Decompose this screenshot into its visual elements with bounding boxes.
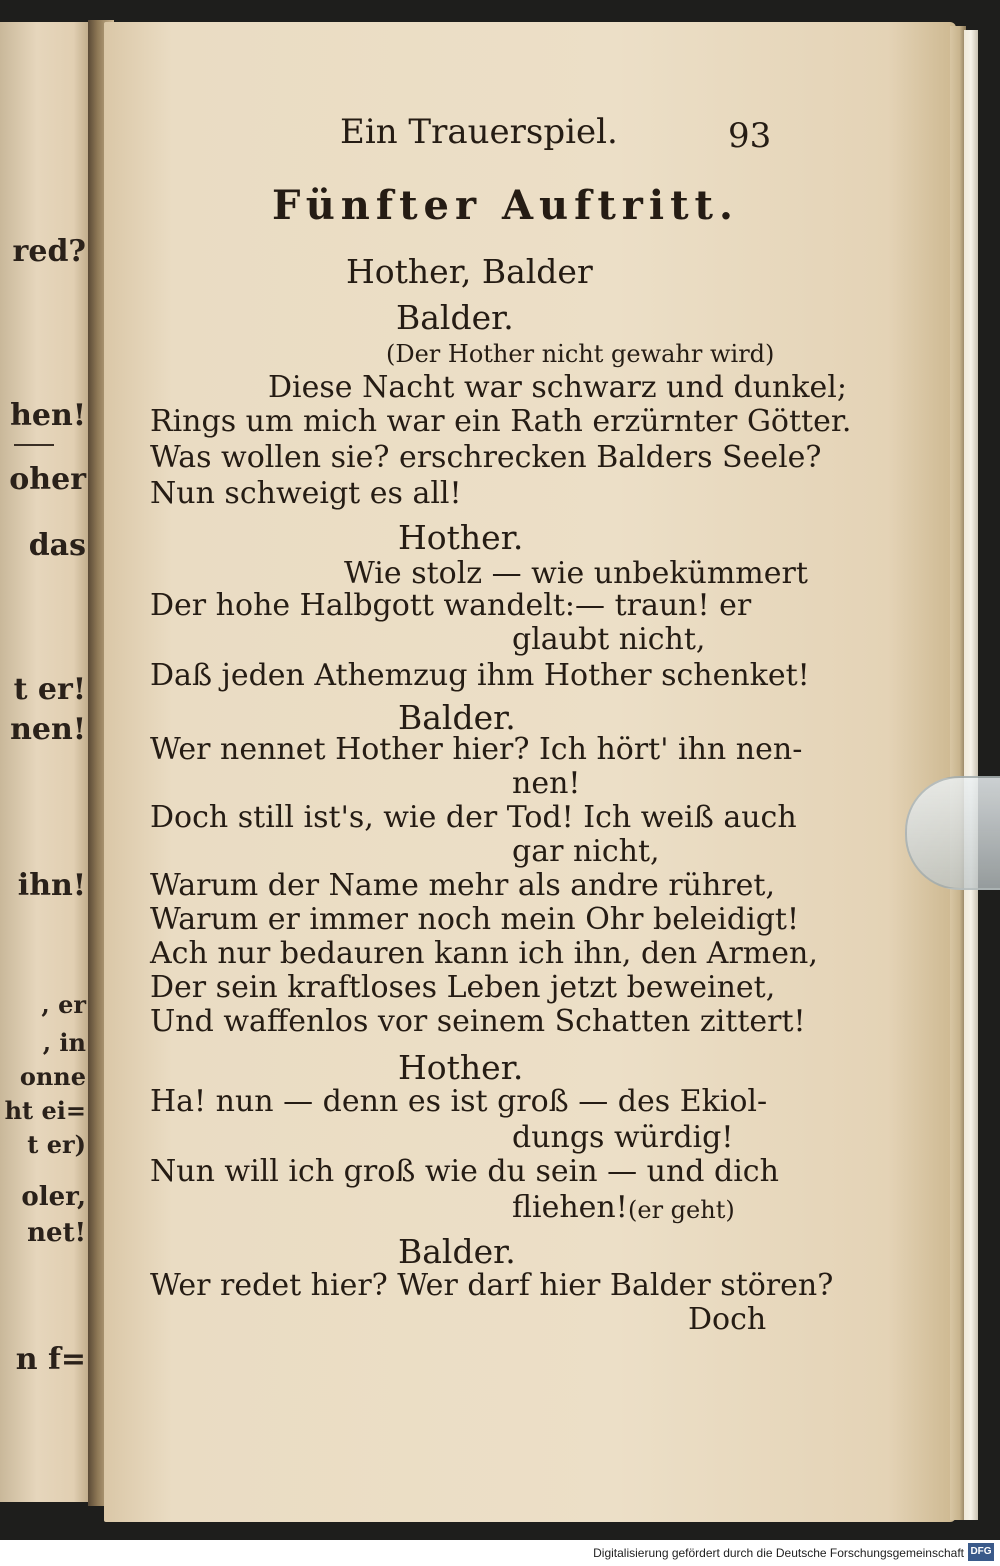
verse-line: Doch still ist's, wie der Tod! Ich weiß auch [150,800,797,835]
speaker-name: Balder. [398,698,516,737]
verse-line: Was wollen sie? erschrecken Balders Seele? [150,440,822,475]
left-fragment: ht ei= [4,1096,86,1125]
verse-line: Warum der Name mehr als andre rühret, [150,868,775,903]
verse-line: Wer nennet Hother hier? Ich hört' ihn nen- [150,732,803,767]
dfg-logo: DFG [968,1543,994,1561]
left-fragment: red? [12,234,86,269]
left-fragment: oler, [21,1182,86,1212]
verse-line: fliehen! [512,1190,628,1225]
left-fragment: onne [19,1062,86,1091]
verse-line: Und waffenlos vor seinem Schatten zittert! [150,1004,806,1039]
left-fragment: t er) [27,1130,86,1159]
footer-credit: Digitalisierung gefördert durch die Deutsche Forschungsgemeinschaft [593,1546,964,1560]
verse-line: Wie stolz — wie unbekümmert [344,556,808,591]
verse-line: Ach nur bedauren kann ich ihn, den Armen, [150,936,818,971]
verse-line: nen! [512,766,581,801]
verse-line: Wer redet hier? Wer darf hier Balder stören? [150,1268,834,1303]
left-fragment: t er! [13,672,86,707]
cast-list: Hother, Balder [346,252,593,291]
speaker-name: Balder. [398,1232,516,1271]
left-rule [14,444,54,446]
speaker-name: Hother. [398,518,524,557]
speaker-name: Hother. [398,1048,524,1087]
verse-line: Rings um mich war ein Rath erzürnter Götter. [150,404,852,439]
left-fragment: , in [42,1028,86,1057]
running-title: Ein Trauerspiel. [340,112,618,152]
digitization-footer [0,1540,1000,1566]
verse-line: Ha! nun — denn es ist groß — des Ekiol- [150,1084,768,1119]
speaker-name: Balder. [396,298,514,337]
catchword: Doch [688,1302,767,1337]
stage-direction: (er geht) [628,1196,735,1224]
verse-line: Warum er immer noch mein Ohr beleidigt! [150,902,800,937]
page-clip [905,776,1000,890]
left-fragment: das [28,528,86,563]
verse-line: Nun schweigt es all! [150,476,462,511]
left-fragment: nen! [10,712,86,747]
verse-line: glaubt nicht, [512,622,706,657]
left-fragment: ihn! [17,868,86,903]
page-number: 93 [728,116,772,156]
left-fragment: n f= [15,1342,86,1377]
left-fragment: , er [41,990,86,1019]
left-fragment: hen! [10,398,86,433]
verse-line: Der hohe Halbgott wandelt:— traun! er [150,588,752,623]
verse-line: Diese Nacht war schwarz und dunkel; [268,370,848,405]
verse-line: gar nicht, [512,834,660,869]
verse-line: Der sein kraftloses Leben jetzt beweinet, [150,970,776,1005]
verse-line: Nun will ich groß wie du sein — und dich [150,1154,779,1189]
stage-direction: (Der Hother nicht gewahr wird) [386,340,775,368]
scene-title: Fünfter Auftritt. [272,182,739,229]
verse-line: dungs würdig! [512,1120,734,1155]
left-facing-page [0,22,92,1502]
left-fragment: oher [9,462,86,497]
left-fragment: net! [27,1218,86,1248]
verse-line: Daß jeden Athemzug ihm Hother schenket! [150,658,810,693]
page-stack-edge [964,30,978,1520]
